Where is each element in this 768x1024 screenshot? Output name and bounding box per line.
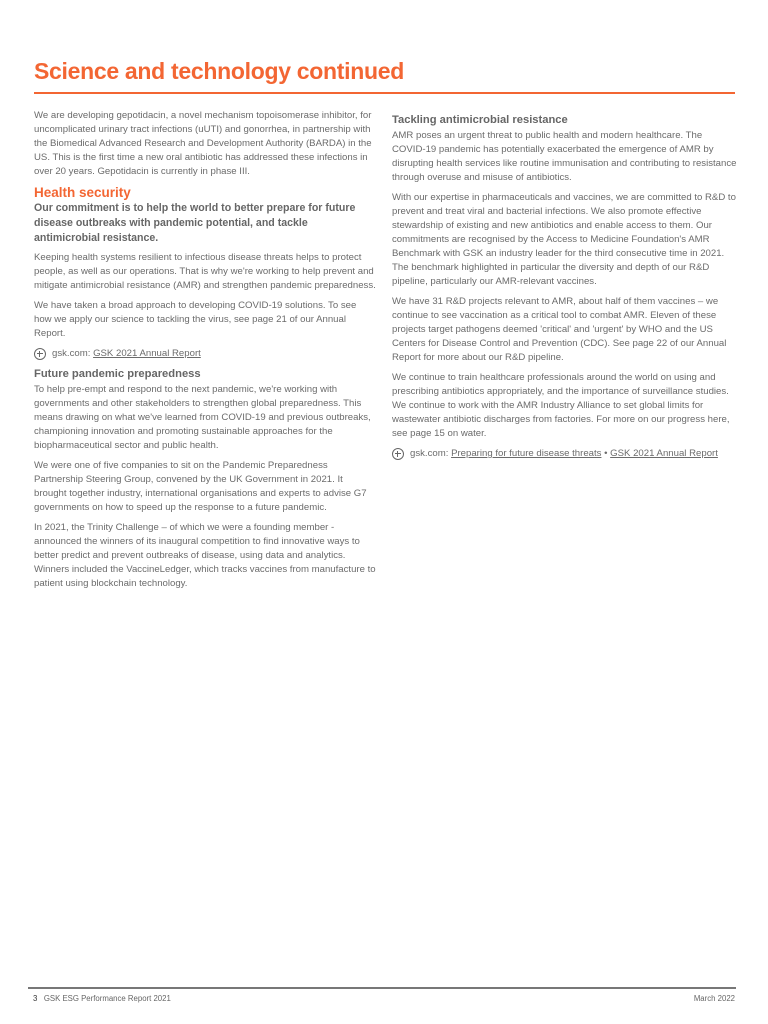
paragraph: In 2021, the Trinity Challenge – of which we were a founding member - announced the winners of its inaugural competition to find innovative ways to better predict and prevent outbreaks of disease, using data and analytics. Winners included the VaccineLedger, which tracks vaccines from manufacture to patient using blockchain technology.: [34, 522, 376, 589]
page-number: 3: [33, 994, 38, 1003]
link-separator: •: [601, 448, 611, 459]
link-row: [392, 447, 737, 461]
plus-circle-icon: [392, 448, 404, 460]
paragraph: With our expertise in pharmaceuticals and vaccines, we are committed to R&D to prevent and treat viral and bacterial infections. We also promote effective stewardship of existing and new antibiotics and enable access to them. Our commitments are recognised by the Access to Medicine Foundation's AMR Benchmark with GSK an industry leader for the third consecutive time in 2021. The benchmark highlighted in particular the diversity and depth of our R&D pipeline, particularly our AMR-relevant vaccines.: [392, 192, 736, 287]
commitment-lead: Our commitment is to help the world to better prepare for future disease outbreaks with pandemic potential, and tackle antimicrobial resistance.: [34, 202, 356, 244]
report-name: GSK ESG Performance Report 2021: [43, 994, 171, 1003]
paragraph: We were one of five companies to sit on the Pandemic Preparedness Partnership Steering Group, convened by the UK Government in 2021. It brought together industry, international organisations and experts to advise G7 governments on how to speed up the response to a future pandemic.: [34, 460, 367, 513]
annual-report-link[interactable]: GSK 2021 Annual Report: [610, 448, 718, 459]
paragraph: We have 31 R&D projects relevant to AMR, about half of them vaccines – we continue to see vaccination as a critical tool to combat AMR. Eleven of these projects target pathogens deemed 'critical' and 'urgent' by WHO and the US Centers for Disease Control and Prevention (CDC). See page 22 of our Annual Report for more about our R&D pipeline.: [392, 296, 727, 363]
right-column: [392, 110, 737, 467]
paragraph: To help pre-empt and respond to the next pandemic, we're working with governments and other stakeholders to strengthen global preparedness. This means drawing on what we've learned from COVID-19 and previous outbreaks, championing innovation and promoting sustainable approaches for the biopharmaceutical sector and public health.: [34, 384, 371, 451]
page-title: [34, 58, 404, 85]
plus-circle-icon: [34, 348, 46, 360]
footer-date: March 2022: [693, 994, 735, 1003]
paragraph: We have taken a broad approach to developing COVID-19 solutions. To see how we apply our science to tackling the virus, see page 21 of our Annual Report.: [34, 300, 357, 339]
link-prefix: gsk.com:: [52, 348, 91, 359]
link-prefix: gsk.com:: [410, 448, 449, 459]
left-column: [34, 109, 376, 597]
footer-left: [33, 994, 171, 1003]
intro-paragraph: We are developing gepotidacin, a novel mechanism topoisomerase inhibitor, for uncomplicated urinary tract infections (uUTI) and gonorrhea, in partnership with the Biomedical Advanced Research and Development Authority (BARDA) in the US. This is the first time a new oral antibiotic has addressed these infections in over 20 years. Gepotidacin is currently in phase III.: [34, 110, 372, 177]
paragraph: Keeping health systems resilient to infectious disease threats helps to protect people, as well as our operations. That is why we're working to help prevent and mitigate antimicrobial resistance (AMR) and strengthen pandemic preparedness.: [34, 252, 376, 291]
paragraph: We continue to train healthcare professionals around the world on using and prescribing antibiotics appropriately, and the importance of surveillance studies. We continue to work with the AMR Industry Alliance to set global limits for wastewater antibiotic discharges from factories. For more on our progress here, see page 15 on water.: [392, 372, 730, 439]
title-divider: [34, 92, 735, 94]
title-continued: continued: [290, 58, 404, 84]
amr-heading: Tackling antimicrobial resistance: [392, 114, 568, 126]
preparing-threats-link[interactable]: Preparing for future disease threats: [451, 448, 602, 459]
paragraph: AMR poses an urgent threat to public health and modern healthcare. The COVID-19 pandemic has potentially exacerbated the emergence of AMR by disrupting health services like routine immunisation and contributing to resistance through overuse and misuse of antibiotics.: [392, 130, 737, 183]
title-bold: Science and technology: [34, 58, 291, 84]
link-row: [34, 347, 376, 361]
footer-divider: [28, 987, 736, 989]
future-pandemic-heading: Future pandemic preparedness: [34, 368, 201, 380]
annual-report-link[interactable]: GSK 2021 Annual Report: [93, 348, 201, 359]
health-security-heading: Health security: [34, 185, 131, 200]
